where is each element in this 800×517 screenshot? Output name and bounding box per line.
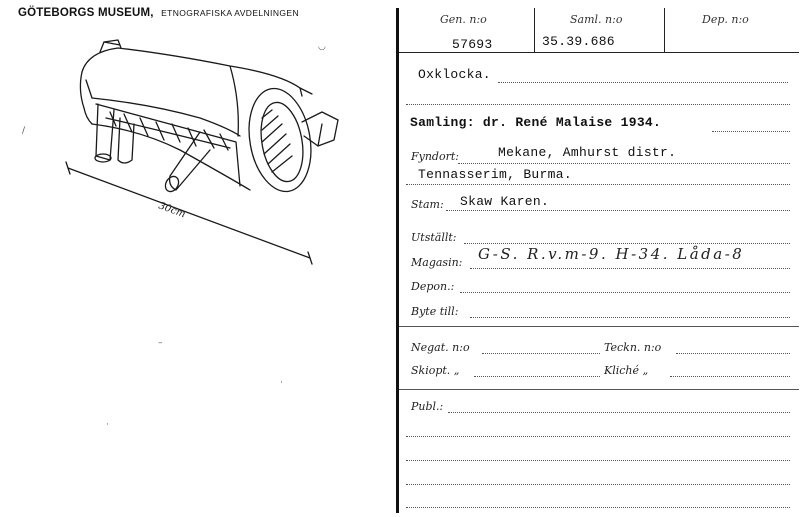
header-divider (664, 8, 665, 52)
dotted-rule (460, 292, 790, 293)
ox-bell-sketch (0, 0, 396, 517)
negat-no-label: Negat. n:o (411, 341, 470, 354)
kliche-label: Kliché „ (604, 364, 649, 377)
dotted-rule (406, 460, 790, 461)
section-rule (399, 389, 799, 390)
dotted-rule (458, 163, 790, 164)
dotted-rule (712, 131, 790, 132)
dotted-rule (406, 436, 790, 437)
stam-label: Stam: (411, 198, 444, 211)
pen-mark: / (22, 126, 26, 136)
pen-mark: · (280, 378, 283, 388)
header-divider (534, 8, 535, 52)
gen-no-label: Gen. n:o (440, 13, 487, 26)
dotted-rule (470, 268, 790, 269)
dotted-rule (474, 376, 600, 377)
scale-label: 30cm (156, 200, 187, 221)
dotted-rule (498, 82, 788, 83)
dotted-rule (470, 317, 790, 318)
card-divider (396, 8, 399, 513)
dotted-rule (464, 243, 790, 244)
pen-mark: · (106, 420, 109, 430)
dotted-rule (406, 507, 790, 508)
pen-mark: ◡ (318, 42, 326, 52)
stam-value: Skaw Karen. (460, 194, 550, 209)
department-name: ETNOGRAFISKA AVDELNINGEN (161, 8, 299, 18)
dotted-rule (406, 184, 790, 185)
fyndort-label: Fyndort: (411, 150, 459, 163)
magasin-label: Magasin: (411, 256, 463, 269)
utstallt-label: Utställt: (411, 231, 457, 244)
gen-no-value: 57693 (452, 37, 493, 52)
dotted-rule (406, 484, 790, 485)
dep-no-label: Dep. n:o (702, 13, 749, 26)
byte-till-label: Byte till: (411, 305, 459, 318)
section-rule (399, 326, 799, 327)
dotted-rule (676, 353, 790, 354)
saml-no-label: Saml. n:o (570, 13, 623, 26)
depon-label: Depon.: (411, 280, 455, 293)
publ-label: Publ.: (411, 400, 444, 413)
dotted-rule (448, 412, 790, 413)
magasin-value: G-S. R.v.m-9. H-34. Låda-8 (478, 245, 745, 263)
teckn-no-label: Teckn. n:o (604, 341, 662, 354)
dotted-rule (482, 353, 600, 354)
pen-mark: – (158, 338, 163, 348)
dotted-rule (406, 104, 790, 105)
museum-name: GÖTEBORGS MUSEUM, (18, 7, 154, 19)
header-rule (399, 52, 799, 53)
object-name: Oxklocka. (418, 67, 491, 82)
fyndort-value: Mekane, Amhurst distr. (498, 145, 677, 160)
collection-line: Samling: dr. René Malaise 1934. (410, 115, 662, 130)
dotted-rule (446, 210, 790, 211)
fyndort-value-2: Tennasserim, Burma. (418, 167, 572, 182)
dotted-rule (670, 376, 790, 377)
skiopt-label: Skiopt. „ (411, 364, 460, 377)
saml-no-value: 35.39.686 (542, 34, 615, 49)
